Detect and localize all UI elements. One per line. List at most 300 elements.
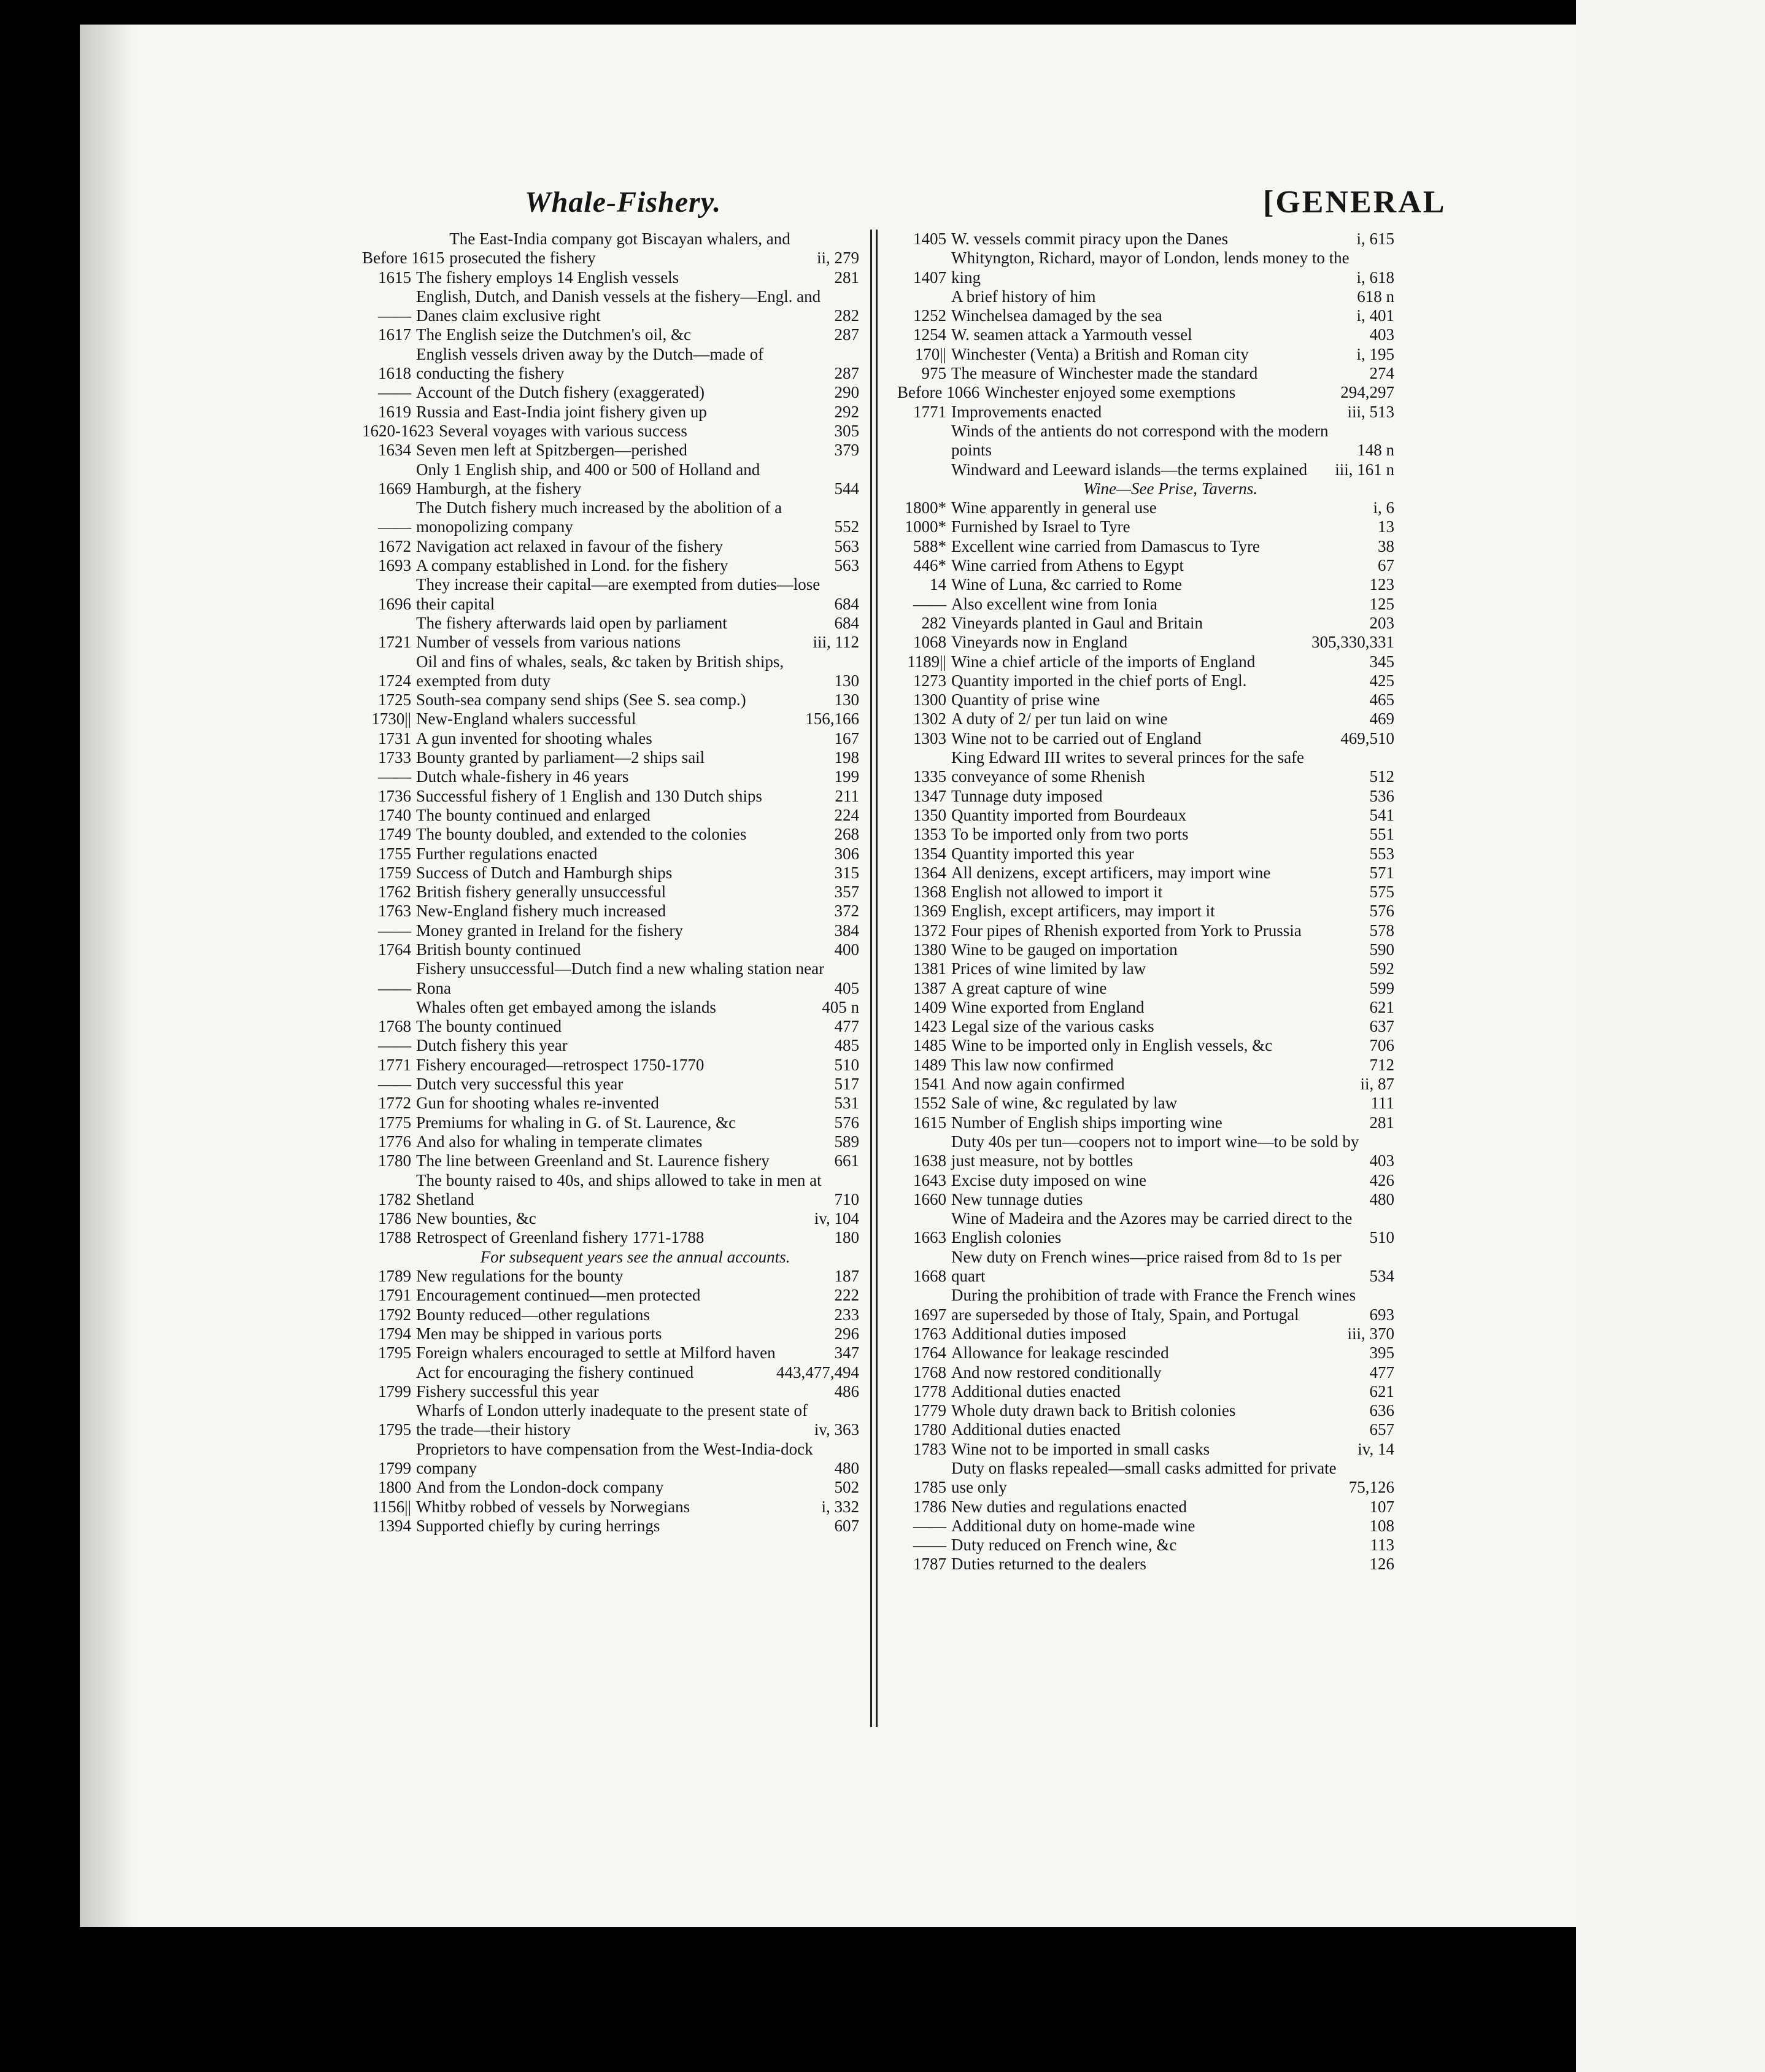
entry-text: Seven men left at Spitzbergen—perished bbox=[416, 441, 687, 460]
entry-page: 315 bbox=[834, 863, 859, 882]
entry-page: 426 bbox=[1369, 1170, 1394, 1189]
entry-text: Whitby robbed of vessels by Norwegians bbox=[416, 1497, 690, 1516]
index-entry bbox=[897, 940, 1394, 959]
index-entry bbox=[362, 1151, 859, 1170]
entry-text: Success of Dutch and Hamburgh ships bbox=[416, 863, 673, 882]
entry-text: Quantity of prise wine bbox=[951, 690, 1100, 709]
index-entry bbox=[362, 748, 859, 767]
entry-page: 107 bbox=[1369, 1497, 1394, 1516]
index-entry bbox=[362, 1017, 859, 1036]
entry-page: 403 bbox=[1369, 1151, 1394, 1170]
entry-text: Winchester enjoyed some exemptions bbox=[984, 383, 1236, 402]
index-entry bbox=[897, 287, 1394, 306]
entry-page: 502 bbox=[834, 1478, 859, 1497]
entry-page: 618 n bbox=[1357, 287, 1394, 306]
index-entry bbox=[897, 498, 1394, 517]
entry-page: 287 bbox=[834, 364, 859, 383]
entry-page: 281 bbox=[1369, 1113, 1394, 1132]
entry-page: iii, 513 bbox=[1347, 402, 1394, 421]
entry-page: i, 332 bbox=[821, 1497, 859, 1516]
index-entry bbox=[362, 845, 859, 864]
index-entry bbox=[362, 709, 859, 729]
entry-year: 1780 bbox=[913, 1420, 946, 1439]
index-entry bbox=[897, 729, 1394, 748]
entry-text: Wine carried from Athens to Egypt bbox=[951, 556, 1184, 575]
index-entry bbox=[362, 1036, 859, 1055]
index-entry bbox=[897, 345, 1394, 364]
entry-text: Gun for shooting whales re-invented bbox=[416, 1094, 659, 1113]
index-entry bbox=[362, 287, 859, 326]
index-entry bbox=[897, 1286, 1394, 1324]
entry-text: A duty of 2/ per tun laid on wine bbox=[951, 709, 1168, 729]
index-entry bbox=[897, 1132, 1394, 1171]
entry-text: New duty on French wines—price raised from 8d to 1s per quart bbox=[951, 1247, 1342, 1286]
entry-page: 372 bbox=[834, 902, 859, 921]
index-entry bbox=[362, 1228, 859, 1247]
entry-year: 1672 bbox=[378, 536, 411, 555]
entry-year: 1068 bbox=[913, 633, 946, 652]
entry-page: 126 bbox=[1369, 1555, 1394, 1574]
entry-page: 576 bbox=[834, 1113, 859, 1132]
entry-text: New-England fishery much increased bbox=[416, 902, 666, 921]
entry-year: 1668 bbox=[913, 1267, 946, 1286]
entry-page: i, 615 bbox=[1356, 230, 1394, 248]
entry-text: Duty reduced on French wine, &c bbox=[951, 1536, 1177, 1555]
entry-text: Additional duties enacted bbox=[951, 1382, 1121, 1401]
entry-year: 1615 bbox=[378, 268, 411, 287]
entry-text: Number of vessels from various nations bbox=[416, 633, 681, 652]
entry-year: 1380 bbox=[913, 940, 946, 959]
entry-page: 684 bbox=[834, 613, 859, 632]
entry-page: 563 bbox=[834, 536, 859, 555]
entry-year: 1795 bbox=[378, 1343, 411, 1363]
index-entry bbox=[897, 921, 1394, 940]
entry-text: Proprietors to have compensation from the West-India-dock company bbox=[416, 1439, 813, 1477]
entry-text: Successful fishery of 1 English and 130 Dutch ships bbox=[416, 786, 762, 805]
entry-page: 541 bbox=[1369, 805, 1394, 824]
entry-year: 1303 bbox=[913, 729, 946, 748]
entry-page: 465 bbox=[1369, 690, 1394, 709]
index-entry bbox=[897, 614, 1394, 633]
entry-page: iv, 104 bbox=[814, 1209, 859, 1228]
entry-text: English not allowed to import it bbox=[951, 883, 1163, 902]
entry-year: 1489 bbox=[913, 1055, 946, 1074]
entry-year: 1407 bbox=[913, 268, 946, 287]
entry-page: 282 bbox=[834, 306, 859, 325]
entry-year: 1156|| bbox=[372, 1497, 411, 1516]
entry-text: They increase their capital—are exempted from duties—lose their capital bbox=[416, 575, 821, 613]
entry-year: —— bbox=[378, 1075, 411, 1094]
entry-year: 1617 bbox=[378, 325, 411, 344]
index-entry bbox=[897, 383, 1394, 402]
index-entry bbox=[897, 595, 1394, 614]
entry-page: 180 bbox=[834, 1228, 859, 1247]
entry-year: 1354 bbox=[913, 844, 946, 863]
entry-year: 1730|| bbox=[371, 709, 411, 729]
index-entry bbox=[362, 1498, 859, 1517]
entry-page: 661 bbox=[834, 1151, 859, 1170]
entry-year: 1775 bbox=[378, 1113, 411, 1132]
entry-page: 384 bbox=[834, 921, 859, 940]
entry-year: 1786 bbox=[378, 1209, 411, 1228]
entry-text: Wine to be gauged on importation bbox=[951, 940, 1178, 959]
entry-page: 599 bbox=[1369, 978, 1394, 997]
entry-page: iii, 161 n bbox=[1335, 460, 1394, 479]
entry-year: 1189|| bbox=[907, 652, 946, 671]
entry-page: 512 bbox=[1369, 767, 1394, 786]
entry-page: 684 bbox=[834, 594, 859, 613]
entry-year: 1785 bbox=[913, 1478, 946, 1497]
entry-page: 198 bbox=[834, 748, 859, 767]
entry-page: 443,477,494 bbox=[776, 1363, 859, 1382]
running-head: Whale-Fishery. bbox=[525, 186, 722, 218]
entry-text: The East-India company got Biscayan whalers, and prosecuted the fishery bbox=[449, 230, 790, 268]
entry-year: —— bbox=[378, 383, 411, 402]
index-entry bbox=[897, 325, 1394, 344]
entry-year: 170|| bbox=[914, 344, 946, 363]
entry-page: 517 bbox=[834, 1075, 859, 1094]
entry-text: Improvements enacted bbox=[951, 402, 1102, 421]
entry-year: 1778 bbox=[913, 1382, 946, 1401]
entry-page: 292 bbox=[834, 402, 859, 421]
entry-year: 1799 bbox=[378, 1382, 411, 1401]
index-entry bbox=[897, 403, 1394, 422]
entry-text: Wine not to be imported in small casks bbox=[951, 1439, 1210, 1458]
entry-text: Winchelsea damaged by the sea bbox=[951, 306, 1162, 325]
entry-page: 636 bbox=[1369, 1401, 1394, 1420]
entry-year: 1485 bbox=[913, 1036, 946, 1055]
entry-year: —— bbox=[378, 921, 411, 940]
entry-page: 222 bbox=[834, 1286, 859, 1305]
entry-page: 403 bbox=[1369, 325, 1394, 344]
entry-text: Duty on flasks repealed—small casks admitted for private use only bbox=[951, 1459, 1337, 1497]
index-entry bbox=[362, 460, 859, 499]
entry-text: The measure of Winchester made the standard bbox=[951, 364, 1258, 383]
entry-text: Wine of Madeira and the Azores may be carried direct to the English colonies bbox=[951, 1209, 1353, 1247]
entry-text: South-sea company send ships (See S. sea comp.) bbox=[416, 690, 746, 709]
entry-year: 1779 bbox=[913, 1401, 946, 1420]
entry-year: 1634 bbox=[378, 441, 411, 460]
entry-page: iii, 370 bbox=[1347, 1324, 1394, 1343]
index-entry bbox=[897, 1401, 1394, 1420]
entry-text: For subsequent years see the annual accounts. bbox=[480, 1247, 790, 1266]
entry-text: New tunnage duties bbox=[951, 1189, 1083, 1208]
entry-page: 305 bbox=[834, 421, 859, 440]
entry-page: i, 401 bbox=[1356, 306, 1394, 325]
index-entry bbox=[362, 921, 859, 940]
entry-page: 224 bbox=[834, 805, 859, 824]
entry-year: 1405 bbox=[913, 230, 946, 248]
index-entry bbox=[362, 1305, 859, 1324]
right-column bbox=[897, 230, 1394, 1574]
entry-page: 274 bbox=[1369, 364, 1394, 383]
entry-year: 282 bbox=[921, 613, 946, 632]
entry-text: New-England whalers successful bbox=[416, 709, 636, 729]
entry-year: 1731 bbox=[378, 729, 411, 748]
entry-year: 1776 bbox=[378, 1132, 411, 1151]
index-entry bbox=[362, 1056, 859, 1075]
entry-text: Russia and East-India joint fishery given up bbox=[416, 402, 707, 421]
entry-year: 1724 bbox=[378, 671, 411, 690]
entry-text: Winds of the antients do not correspond with the modern points bbox=[951, 421, 1329, 460]
entry-text: Account of the Dutch fishery (exaggerated) bbox=[416, 383, 705, 402]
entry-page: 480 bbox=[834, 1459, 859, 1477]
index-entry bbox=[362, 998, 859, 1017]
entry-year: 1764 bbox=[378, 940, 411, 959]
entry-year: 1409 bbox=[913, 997, 946, 1016]
adjacent-page-edge bbox=[1576, 0, 1765, 2072]
index-entry bbox=[362, 633, 859, 652]
entry-year: 1660 bbox=[913, 1189, 946, 1208]
entry-page: 592 bbox=[1369, 959, 1394, 978]
entry-year: 1768 bbox=[378, 1017, 411, 1036]
entry-year: 1763 bbox=[378, 902, 411, 921]
entry-text: Legal size of the various casks bbox=[951, 1017, 1154, 1036]
entry-page: 469 bbox=[1369, 709, 1394, 729]
entry-year: 1350 bbox=[913, 805, 946, 824]
entry-year: 1733 bbox=[378, 748, 411, 767]
entry-year: 975 bbox=[921, 364, 946, 383]
index-entry bbox=[897, 902, 1394, 921]
entry-page: 111 bbox=[1370, 1094, 1394, 1113]
index-entry bbox=[897, 537, 1394, 556]
index-entry bbox=[362, 230, 859, 268]
entry-year: 1762 bbox=[378, 883, 411, 902]
index-entry bbox=[362, 1382, 859, 1401]
entry-text: The bounty doubled, and extended to the colonies bbox=[416, 825, 747, 844]
entry-year: 1780 bbox=[378, 1151, 411, 1170]
entry-year: 1643 bbox=[913, 1170, 946, 1189]
index-entry bbox=[897, 806, 1394, 825]
entry-page: 637 bbox=[1369, 1017, 1394, 1036]
index-entry bbox=[897, 575, 1394, 594]
index-entry bbox=[897, 1113, 1394, 1132]
entry-text: Wine apparently in general use bbox=[951, 498, 1157, 517]
entry-text: A gun invented for shooting whales bbox=[416, 729, 652, 748]
index-entry bbox=[897, 364, 1394, 383]
entry-year: 1618 bbox=[378, 364, 411, 383]
entry-page: iv, 14 bbox=[1358, 1439, 1394, 1458]
entry-text: Number of English ships importing wine bbox=[951, 1113, 1222, 1132]
index-entry bbox=[897, 1536, 1394, 1555]
entry-page: 294,297 bbox=[1340, 383, 1394, 402]
index-entry bbox=[897, 1094, 1394, 1113]
entry-year: 1300 bbox=[913, 690, 946, 709]
entry-page: 621 bbox=[1369, 1382, 1394, 1401]
index-entry bbox=[362, 325, 859, 344]
entry-year: 1725 bbox=[378, 690, 411, 709]
entry-page: 305,330,331 bbox=[1311, 633, 1394, 652]
entry-text: Dutch whale-fishery in 46 years bbox=[416, 767, 629, 786]
entry-text: Navigation act relaxed in favour of the fishery bbox=[416, 536, 724, 555]
entry-year: 1615 bbox=[913, 1113, 946, 1132]
index-entry bbox=[897, 652, 1394, 671]
entry-page: 510 bbox=[1369, 1228, 1394, 1247]
left-column bbox=[362, 230, 859, 1536]
entry-page: ii, 279 bbox=[816, 249, 859, 268]
entry-page: 563 bbox=[834, 556, 859, 575]
entry-text: Vineyards now in England bbox=[951, 633, 1128, 652]
entry-page: 486 bbox=[834, 1382, 859, 1401]
entry-text: King Edward III writes to several princes for the safe conveyance of some Rhenish bbox=[951, 748, 1305, 786]
entry-page: 480 bbox=[1369, 1189, 1394, 1208]
entry-page: 211 bbox=[835, 786, 859, 805]
entry-page: 425 bbox=[1369, 671, 1394, 690]
column-rule bbox=[870, 230, 878, 1727]
entry-page: 395 bbox=[1369, 1343, 1394, 1363]
entry-year: 1788 bbox=[378, 1228, 411, 1247]
entry-year: 14 bbox=[930, 575, 946, 594]
index-entry bbox=[897, 1075, 1394, 1094]
entry-text: English vessels driven away by the Dutch—made of conducting the fishery bbox=[416, 344, 764, 383]
entry-year: 1423 bbox=[913, 1017, 946, 1036]
entry-year: 1800 bbox=[378, 1478, 411, 1497]
entry-year: 1791 bbox=[378, 1286, 411, 1305]
index-entry bbox=[362, 1401, 859, 1440]
entry-page: 553 bbox=[1369, 844, 1394, 863]
entry-page: 400 bbox=[834, 940, 859, 959]
entry-text: Quantity imported from Bourdeaux bbox=[951, 805, 1187, 824]
entry-page: 108 bbox=[1369, 1516, 1394, 1535]
index-entry bbox=[897, 1017, 1394, 1036]
index-entry bbox=[897, 787, 1394, 806]
index-entry bbox=[362, 1209, 859, 1228]
entry-year: 1771 bbox=[378, 1055, 411, 1074]
index-entry bbox=[897, 306, 1394, 325]
entry-text: Additional duties imposed bbox=[951, 1324, 1126, 1343]
entry-text: Prices of wine limited by law bbox=[951, 959, 1146, 978]
entry-page: 13 bbox=[1378, 517, 1394, 536]
entry-year: 1783 bbox=[913, 1439, 946, 1458]
entry-page: 405 bbox=[834, 978, 859, 997]
entry-year: 1799 bbox=[378, 1459, 411, 1477]
entry-year: 1394 bbox=[378, 1516, 411, 1535]
index-entry bbox=[362, 825, 859, 844]
entry-year: 1347 bbox=[913, 786, 946, 805]
entry-year: —— bbox=[378, 767, 411, 786]
entry-year: —— bbox=[913, 594, 946, 613]
entry-page: 693 bbox=[1369, 1305, 1394, 1324]
index-entry bbox=[362, 767, 859, 786]
entry-text: Additional duties enacted bbox=[951, 1420, 1121, 1439]
entry-text: Several voyages with various success bbox=[439, 421, 687, 440]
entry-page: 551 bbox=[1369, 825, 1394, 844]
index-entry bbox=[362, 940, 859, 959]
entry-text: And from the London-dock company bbox=[416, 1478, 664, 1497]
index-entry bbox=[897, 422, 1394, 460]
entry-text: British bounty continued bbox=[416, 940, 581, 959]
entry-text: Wine a chief article of the imports of England bbox=[951, 652, 1256, 671]
entry-page: 710 bbox=[834, 1189, 859, 1208]
entry-year: 1697 bbox=[913, 1305, 946, 1324]
entry-text: And also for whaling in temperate climates bbox=[416, 1132, 703, 1151]
index-entry bbox=[897, 479, 1394, 498]
entry-page: 75,126 bbox=[1348, 1478, 1394, 1497]
entry-text: Wine to be imported only in English vessels, &c bbox=[951, 1036, 1273, 1055]
entry-page: i, 618 bbox=[1356, 268, 1394, 287]
entry-page: 485 bbox=[834, 1036, 859, 1055]
entry-page: 712 bbox=[1369, 1055, 1394, 1074]
entry-year: 1696 bbox=[378, 594, 411, 613]
index-entry bbox=[362, 690, 859, 709]
index-entry bbox=[897, 1382, 1394, 1401]
entry-year: 1620-1623 bbox=[362, 421, 434, 440]
entry-page: 268 bbox=[834, 825, 859, 844]
entry-page: 233 bbox=[834, 1305, 859, 1324]
entry-page: 203 bbox=[1369, 613, 1394, 632]
entry-text: Whole duty drawn back to British colonies bbox=[951, 1401, 1236, 1420]
entry-year: 1755 bbox=[378, 844, 411, 863]
entry-page: 571 bbox=[1369, 863, 1394, 882]
entry-page: 125 bbox=[1369, 594, 1394, 613]
entry-page: 123 bbox=[1369, 575, 1394, 594]
entry-year: 1364 bbox=[913, 863, 946, 882]
entry-text: Men may be shipped in various ports bbox=[416, 1324, 662, 1343]
entry-year: —— bbox=[378, 306, 411, 325]
index-entry bbox=[362, 1286, 859, 1305]
entry-page: 544 bbox=[834, 479, 859, 498]
index-entry bbox=[897, 709, 1394, 729]
entry-text: Supported chiefly by curing herrings bbox=[416, 1516, 660, 1535]
entry-page: 287 bbox=[834, 325, 859, 344]
entry-page: 379 bbox=[834, 441, 859, 460]
index-entry bbox=[362, 902, 859, 921]
entry-year: 1369 bbox=[913, 902, 946, 921]
index-entry bbox=[362, 787, 859, 806]
entry-year: 1693 bbox=[378, 556, 411, 575]
index-entry bbox=[897, 1248, 1394, 1286]
index-entry bbox=[897, 517, 1394, 536]
index-entry bbox=[362, 1075, 859, 1094]
index-entry bbox=[362, 1343, 859, 1363]
index-entry bbox=[362, 1113, 859, 1132]
entry-text: Wine—See Prise, Taverns. bbox=[1083, 479, 1257, 498]
entry-text: Additional duty on home-made wine bbox=[951, 1516, 1195, 1535]
entry-text: Quantity imported in the chief ports of Engl. bbox=[951, 671, 1247, 690]
entry-page: 552 bbox=[834, 517, 859, 536]
index-entry bbox=[897, 1363, 1394, 1382]
entry-year: 1381 bbox=[913, 959, 946, 978]
index-entry bbox=[897, 1517, 1394, 1536]
entry-text: British fishery generally unsuccessful bbox=[416, 883, 666, 902]
entry-page: 578 bbox=[1369, 921, 1394, 940]
entry-text: Act for encouraging the fishery continued bbox=[416, 1363, 694, 1382]
entry-text: The bounty continued bbox=[416, 1017, 562, 1036]
entry-text: Dutch fishery this year bbox=[416, 1036, 568, 1055]
entry-year: 1638 bbox=[913, 1151, 946, 1170]
index-entry bbox=[897, 230, 1394, 249]
entry-text: A great capture of wine bbox=[951, 978, 1107, 997]
entry-text: Wharfs of London utterly inadequate to the present state of the trade—their history bbox=[416, 1401, 808, 1439]
entry-year: 1273 bbox=[913, 671, 946, 690]
index-entry bbox=[362, 1517, 859, 1536]
entry-page: 607 bbox=[834, 1516, 859, 1535]
entry-text: Retrospect of Greenland fishery 1771-1788 bbox=[416, 1228, 705, 1247]
index-entry bbox=[897, 1555, 1394, 1574]
entry-text: W. vessels commit piracy upon the Danes bbox=[951, 230, 1229, 248]
index-entry bbox=[897, 690, 1394, 709]
index-entry bbox=[362, 959, 859, 998]
entry-text: Vineyards planted in Gaul and Britain bbox=[951, 613, 1203, 632]
entry-year: 1787 bbox=[913, 1555, 946, 1574]
index-entry bbox=[897, 1324, 1394, 1343]
entry-page: 306 bbox=[834, 844, 859, 863]
entry-text: Sale of wine, &c regulated by law bbox=[951, 1094, 1178, 1113]
entry-text: To be imported only from two ports bbox=[951, 825, 1189, 844]
entry-year: 1000* bbox=[905, 517, 946, 536]
index-entry bbox=[897, 845, 1394, 864]
index-entry bbox=[362, 806, 859, 825]
